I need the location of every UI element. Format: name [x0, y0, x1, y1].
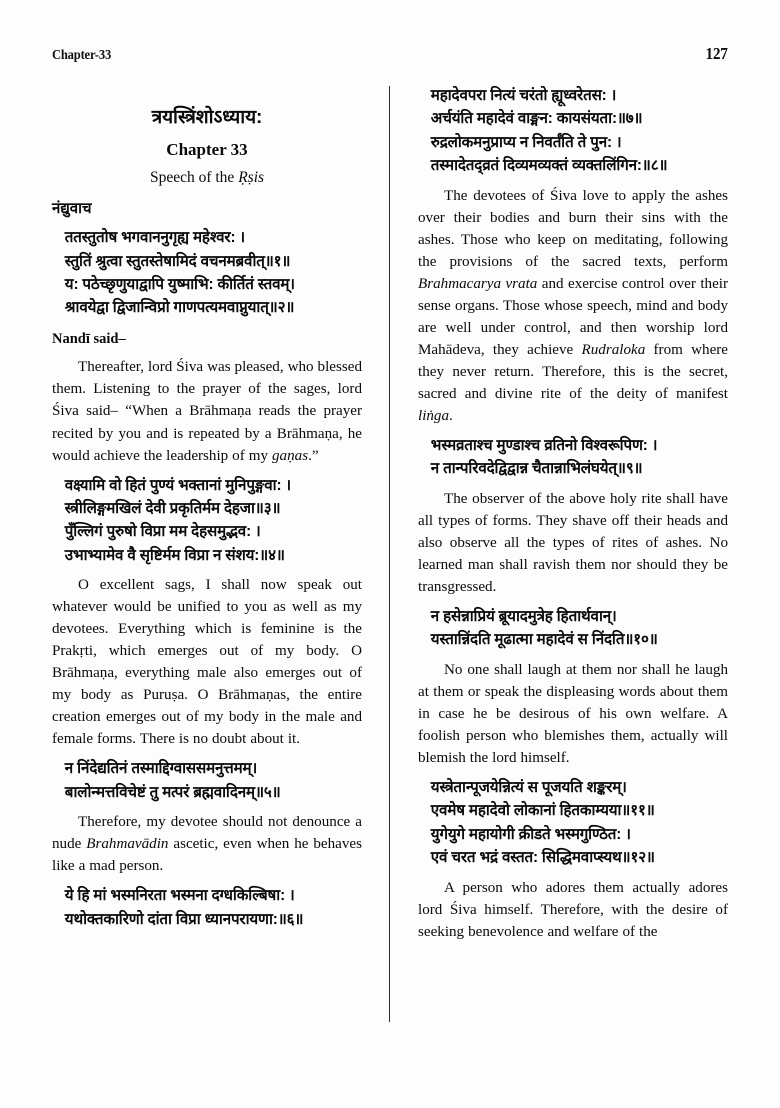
verse-block-10	[418, 605, 728, 652]
chapter-subtitle	[52, 168, 362, 188]
verse-block-7-8	[418, 84, 728, 178]
translation-paragraph-6: No one shall laugh at them nor shall he laugh at them or speak the displeasing words about them in case he be desirous of his own welfare. A foolish person who blemishes them, actually will blemish the lord himself.	[418, 661, 728, 766]
verse-line: पुँल्लिगं पुरुषो विप्रा मम देहसमुद्भव: ।	[64, 523, 261, 541]
verse-block-5	[52, 757, 362, 804]
paragraph-text: and exercise control over their sense organs. Those whose speech, mind and body are well under control, and then worship lord Mahādeva, they achieve	[418, 275, 728, 358]
paragraph-italic-term: gaṇas	[272, 447, 309, 464]
chapter-title-english: Chapter 33	[166, 139, 248, 159]
verse-line: यथोक्तकारिणो दांता विप्रा ध्यानपरायणा:॥६॥	[64, 910, 304, 928]
verse-line: तस्मादेतद्व्रतं दिव्यमव्यक्तं व्यक्तलिंगिन:॥८॥	[430, 157, 668, 175]
verse-line: न हसेन्नाप्रियं ब्रूयादमुत्रेह हितार्थवान्।	[430, 607, 617, 625]
two-column-body	[52, 84, 728, 1034]
verse-line: ततस्तुतोष भगवाननुगृह्य महेश्वर: ।	[64, 229, 246, 247]
speaker-label-sanskrit: नंद्युवाच	[52, 199, 92, 217]
translation-paragraph-3	[52, 811, 362, 877]
paragraph-text: Therefore, my devotee should not denounce a nude	[52, 814, 362, 853]
translation-paragraph-2: O excellent sags, I shall now speak out whatever would be unified to you as well as my devotees. Everything which is feminine is the Prakṛti, which emerges out of my body. O Brāhmaṇa, everything male also emerges out of my body as Puruṣa. O Brāhmaṇas, the entire creation emerges out of my body in the male and female forms. There is no doubt about it.	[52, 577, 362, 748]
verse-line: एवमेष महादेवो लोकानां हितकाम्यया॥११॥	[430, 802, 655, 820]
paragraph-italic-term: Brahmacarya vrata	[418, 275, 538, 292]
verse-block-6	[52, 884, 362, 931]
verse-line: ये हि मां भस्मनिरता भस्मना दग्धकिल्बिषा: ।	[64, 887, 295, 905]
translation-paragraph-1	[52, 356, 362, 466]
chapter-subtitle-prefix: Speech of the	[149, 168, 239, 186]
verse-line: वक्ष्यामि वो हितं पुण्यं भक्तानां मुनिपुङ्गवा: ।	[64, 476, 292, 494]
paragraph-italic-term: Rudraloka	[581, 341, 646, 358]
verse-line: बालोन्मत्तविचेष्टं तु मत्परं ब्रह्मवादिनम्॥५॥	[64, 783, 281, 801]
paragraph-text: The devotees of Śiva love to apply the ashes over their bodies and burn their sins with the ashes. Those who keep on meditating, following the provisions of the sacred texts, perform	[418, 187, 728, 270]
verse-line: न निंदेद्यतिनं तस्माद्दिग्वाससमनुत्तमम्।	[64, 760, 258, 778]
paragraph-text-tail: ascetic, even when he behaves like a mad person.	[52, 836, 362, 875]
paragraph-italic-term: Brahmavādin	[86, 836, 169, 853]
chapter-subtitle-italic: Ṛṣis	[238, 168, 265, 186]
paragraph-text: Thereafter, lord Śiva was pleased, who blessed them. Listening to the prayer of the sages, lord Śiva said– “When a Brāhmaṇa reads the prayer recited by you and is repeated by a Brāhmaṇa, he would achieve the leadership of my	[52, 359, 362, 464]
right-text-column	[418, 84, 728, 950]
verse-line: यस्तान्निंदति मूढात्मा महादेवं स निंदति॥१०॥	[430, 631, 658, 649]
speaker-label-english: Nandī said–	[52, 330, 126, 347]
translation-paragraph-5: The observer of the above holy rite shall have all types of forms. They shave off their heads and also observe all the types of rites of ashes. No learned man shall ravish them nor should they be transgressed.	[418, 490, 728, 595]
verse-line: उभाभ्यामेव वै सृष्टिर्मम विप्रा न संशय:॥४॥	[64, 546, 285, 564]
paragraph-italic-term: liṅga	[418, 407, 450, 424]
paragraph-text: from where they never return. Therefore, this is the secret, sacred and divine rite of the deity of manifest	[418, 341, 728, 402]
verse-line: यस्त्रेतान्पूजयेन्नित्यं स पूजयति शङ्करम्।	[430, 778, 627, 796]
verse-line: न तान्परिवदेद्विद्वान्न चैतान्नाभिलंघयेत्॥९॥	[430, 460, 643, 478]
verse-line: भस्मव्रताश्च मुण्डाश्च व्रतिनो विश्वरूपिण: ।	[430, 436, 658, 454]
translation-paragraph-7: A person who adores them actually adores lord Śiva himself. Therefore, with the desire of seeking benevolence and welfare of the	[418, 879, 728, 940]
verse-line: श्रावयेद्वा द्विजान्विप्रो गाणपत्यमवाप्नुयात्॥२॥	[64, 299, 295, 317]
running-head	[0, 44, 780, 69]
running-head-chapter-label: Chapter-33	[52, 47, 112, 62]
verse-line: एवं चरत भद्रं वस्तत: सिद्धिमवाप्स्यथ॥१२॥	[430, 849, 655, 867]
verse-line: महादेवपरा नित्यं चरंतो ह्यूध्वरेतस: ।	[430, 87, 617, 104]
left-text-column	[52, 84, 362, 937]
verse-block-3-4	[52, 474, 362, 568]
chapter-title-sanskrit: त्रयस्त्रिंशोऽध्याय:	[151, 107, 263, 128]
paragraph-text-tail: .	[449, 407, 453, 424]
translation-paragraph-4	[418, 185, 728, 427]
verse-line: य: पठेच्छृणुयाद्वापि युष्माभि: कीर्तितं स्तवम्।	[64, 276, 295, 294]
verse-line: अर्चयंति महादेवं वाङ्मन: कायसंयता:॥७॥	[430, 110, 643, 128]
verse-line: स्तुतिं श्रुत्वा स्तुतस्तेषामिदं वचनमब्रवीत्॥१॥	[64, 252, 291, 270]
verse-block-9	[418, 434, 728, 481]
verse-block-1-2	[52, 226, 362, 320]
column-divider-rule	[389, 86, 390, 1022]
verse-line: रुद्रलोकमनुप्राप्य न निवर्तंति ते पुन: ।	[430, 133, 622, 151]
paragraph-text-tail: .”	[308, 447, 319, 464]
verse-line: युगेयुगे महायोगी क्रीडते भस्मगुण्ठित: ।	[430, 825, 631, 843]
page-number: 127	[705, 44, 728, 63]
verse-line: स्त्रीलिङ्गमखिलं देवी प्रकृतिर्मम देहजा॥३॥	[64, 499, 281, 517]
verse-block-11-12	[418, 776, 728, 870]
